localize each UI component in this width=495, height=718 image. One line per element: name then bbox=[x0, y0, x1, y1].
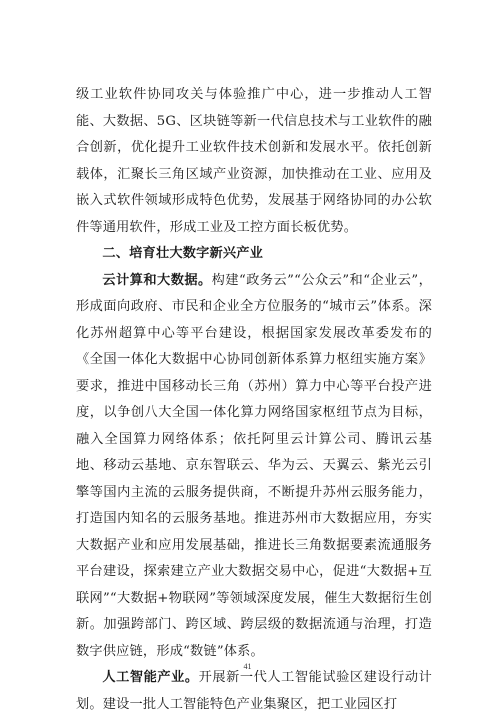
paragraph-body-cloud: 构建“政务云”“公众云”和“企业云”，形成面向政府、市民和企业全方位服务的“城市云”体系。深化苏州超算中心等平台建设，根据国家发展改革委发布的《全国一体化大数据中心协同创新体系算力枢纽实施方案》要求，推进中国移动长三角（苏州）算力中心等平台投产进度，以争创八大全国一体化算力网络国家枢纽节点为目标，融入全国算力网络体系；依托阿里云计算公司、腾讯云基地、移动云基地、京东智联云、华为云、天翼云、紫光云引擎等国内主流的云服务提供商，不断提升苏州云服务能力，打造国内知名的云服务基地。推进苏州市大数据应用，夯实大数据产业和应用发展基础，推进长三角数据要素流通服务平台建设，探索建立产业大数据交易中心，促进“大数据+互联网”“大数据+物联网”等领域深度发展，催生大数据衍生创新。加强跨部门、跨区域、跨层级的数据流通与治理，打造数字供应链，形成“数链”体系。 bbox=[76, 272, 432, 659]
paragraph-ai-industry bbox=[76, 665, 432, 718]
paragraph-lead-ai: 人工智能产业。 bbox=[102, 670, 199, 685]
section-heading: 二、培育壮大数字新兴产业 bbox=[102, 246, 264, 261]
paragraph-cloud-big-data bbox=[76, 268, 432, 666]
page-number: 41 bbox=[243, 662, 252, 671]
paragraph-lead-cloud: 云计算和大数据。 bbox=[102, 272, 212, 288]
body-text bbox=[76, 82, 432, 718]
paragraph-software-center: 级工业软件协同攻关与体验推广中心，进一步推动人工智能、大数据、5G、区块链等新一代信息技术与工业软件的融合创新，优化提升工业软件技术创新和发展水平。依托创新载体，汇聚长三角区域产业资源，加快推动在工业、应用及嵌入式软件领域形成特色优势，发展基于网络协同的办公软件等通用软件，形成工业及工控方面长板优势。 bbox=[76, 87, 432, 235]
paragraph-body-ai: 开展新一代人工智能试验区建设行动计划。建设一批人工智能特色产业集聚区，把工业园区打 bbox=[76, 670, 432, 712]
